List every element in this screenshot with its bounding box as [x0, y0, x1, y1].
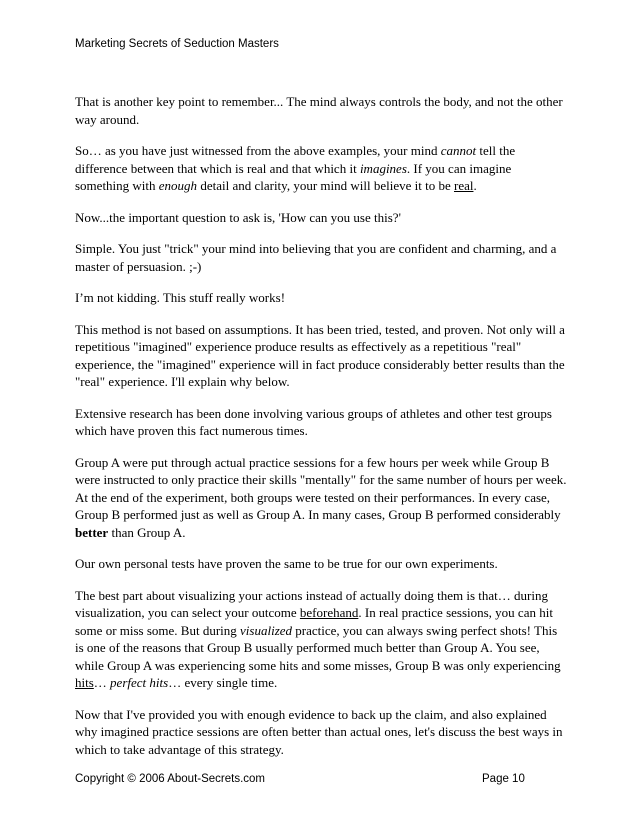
paragraph-10-part-e: … every single time.: [168, 675, 278, 690]
emphasis-cannot: cannot: [440, 143, 477, 158]
paragraph-2-part-c: . If you can imagine something with: [75, 160, 512, 193]
paragraph-4: Simple. You just "trick" your mind into believing that you are confident and charming, and a master of persuasion. ;-): [75, 241, 557, 274]
paragraph-10-part-a: The best part about visualizing your actions instead of actually doing them is that… during visualization, you can select your outcome: [75, 587, 548, 620]
paragraph-1: That is another key point to remember... The mind always controls the body, and not the other way around.: [75, 94, 563, 127]
footer-copyright: Copyright © 2006 About-Secrets.com: [75, 773, 266, 785]
paragraph-2: [75, 142, 567, 195]
emphasis-visualized: visualized: [240, 622, 293, 638]
paragraph-5: I’m not kidding. This stuff really works!: [75, 290, 286, 305]
paragraph-8-part-a: Group A were put through actual practice sessions for a few hours per week while Group B were instructed to only practice their skills "mentally" for the same number of hours per week. At the end of the experiment, both groups were tested on their performances. In every case, Group B performed just as well as Group A. In many cases, Group B performed considerably: [75, 454, 567, 522]
paragraph-10-part-d: …: [93, 675, 111, 690]
paragraph-8: [75, 454, 567, 542]
paragraph-9: Our own personal tests have proven the same to be true for our own experiments.: [75, 556, 498, 571]
footer-page-number: Page 10: [482, 773, 525, 785]
emphasis-imagines: imagines: [359, 160, 407, 176]
paragraph-2-part-a: So… as you have just witnessed from the above examples, your mind: [75, 143, 441, 158]
paragraph-3: Now...the important question to ask is, 'How can you use this?': [75, 209, 401, 225]
underline-hits: hits: [75, 675, 94, 690]
body-text: [75, 93, 567, 772]
paragraph-2-part-d: detail and clarity, your mind will believe it to be: [197, 178, 454, 193]
paragraph-6: This method is not based on assumptions. It has been tried, tested, and proven. Not only will a repetitious "imagined" experience produce results as effectively as a repetitious "real" experience, the "imagined" experience will in fact produce considerably better results than the "real" experience. I'll explain why below.: [75, 321, 565, 389]
underline-real: real: [453, 178, 474, 193]
paragraph-8-part-b: than Group A.: [108, 524, 186, 540]
paragraph-7: Extensive research has been done involving various groups of athletes and other test groups which have proven this fact numerous times.: [75, 405, 552, 438]
paragraph-2-part-b: tell the difference between that which is real and that which it: [75, 143, 516, 176]
paragraph-11: Now that I've provided you with enough evidence to back up the claim, and also explained why imagined practice sessions are often better than actual ones, let's discuss the best ways in which to take advantage of this strategy.: [75, 706, 563, 757]
paragraph-10-part-b: . In real practice sessions, you can hit some or miss some. But during: [75, 605, 553, 638]
running-header: Marketing Secrets of Seduction Masters: [75, 38, 279, 50]
bold-better: better: [75, 524, 109, 540]
paragraph-2-part-e: .: [473, 178, 477, 193]
paragraph-10: [75, 587, 567, 692]
underline-beforehand: beforehand: [299, 605, 359, 620]
emphasis-enough: enough: [158, 178, 198, 193]
emphasis-perfect-hits: perfect hits: [110, 675, 169, 690]
paragraph-10-part-c: practice, you can always swing perfect shots! This is one of the reasons that Group B usually performed much better than Group A. You see, while Group A was experiencing some hits and some misses, Group B was only experiencing: [75, 622, 561, 673]
